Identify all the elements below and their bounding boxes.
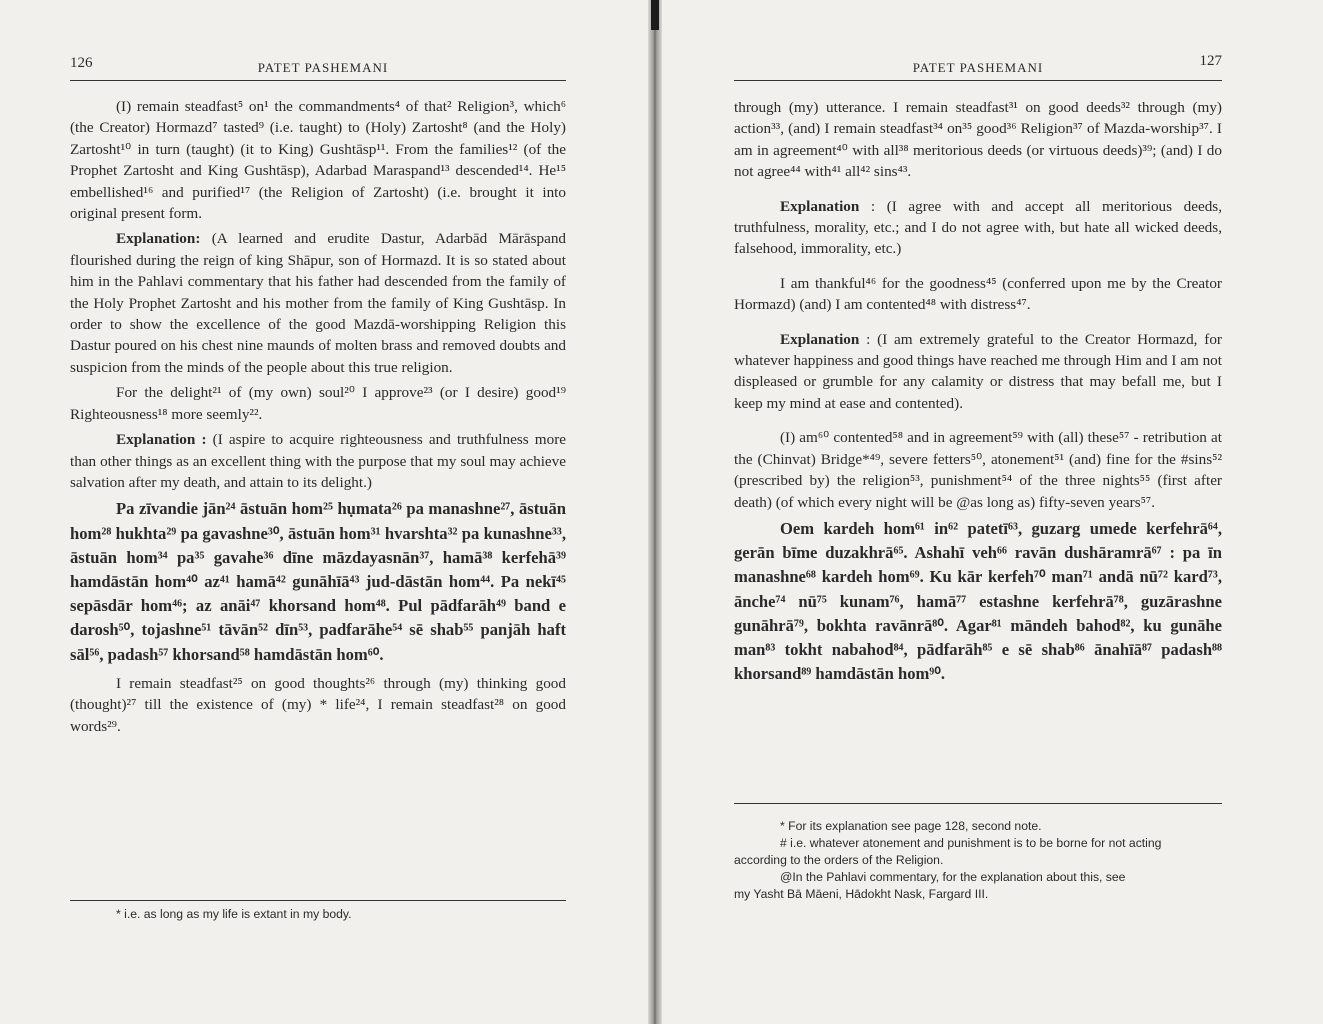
footnote: * i.e. as long as my life is extant in my body.: [116, 907, 352, 921]
page-number: 127: [1199, 53, 1222, 69]
paragraph: I remain steadfast²⁵ on good thoughts²⁶ through (my) thinking good (thought)²⁷ till the existence of (my) * life²⁴, I remain steadfast²⁸ on good words²⁹.: [70, 674, 566, 735]
paragraph-text: (A learned and erudite Dastur, Adarbād Mārāspand flourished during the reign of king Shāpur, son of Hormazd. It is so stated about him in the Pahlavi commentary that his father had descended from the family of the Holy Prophet Zartosht and his mother from the family of King Gushtāsp. In order to show the excellence of the good Mazdā-worshipping Religion this Dastur poured on his chest nine maunds of molten brass and removed doubts and suspicion from the minds of the people about this true religion.: [70, 230, 567, 376]
right-page: [734, 0, 1222, 1024]
transliteration-paragraph: Oem kardeh hom⁶¹ in⁶² patetī⁶³, guzarg umede kerfehrā⁶⁴, gerān bīme duzakhrā⁶⁵. Ashahī veh⁶⁶ ravān dushāramrā⁶⁷ : pa īn manashne⁶⁸ kardeh hom⁶⁹. Ku kār kerfeh⁷⁰ man⁷¹ andā nū⁷² kard⁷³, ānche⁷⁴ nū⁷⁵ kunam⁷⁶, hamā⁷⁷ estashne kerfehrā⁷⁸, guzārashne gunāhrā⁷⁹, bokhta ravānrā⁸⁰. Agar⁸¹ māndeh bahod⁸², ku gunāhe man⁸³ tokht nabahod⁸⁴, pādfarāh⁸⁵ e sē shab⁸⁶ ānahīā⁸⁷ padash⁸⁸ khorsand⁸⁹ hamdāstān hom⁹⁰.: [734, 518, 1222, 684]
explanation-label: Explanation :: [116, 431, 207, 449]
paragraph-text: (I agree with and accept all meritorious deeds, truthfulness, morality, etc.; and I do not agree with, but hate all wicked deeds, falsehood, immorality, etc.): [734, 197, 1222, 258]
footnote-continuation: according to the orders of the Religion.: [734, 853, 944, 867]
paragraph: For the delight²¹ of (my own) soul²⁰ I approve²³ (or I desire) good¹⁹ Righteousness¹⁸ more seemly²².: [70, 384, 566, 423]
gutter-shadow: [651, 0, 659, 30]
left-page-header: [70, 52, 566, 81]
running-head: PATET PASHEMANI: [257, 60, 389, 75]
right-page-body: [734, 97, 1222, 692]
book-gutter: [648, 0, 662, 1024]
paragraph-text: (I aspire to acquire righteousness and truthfulness more than other things as an excellent thing with the purpose that my soul may achieve salvation after my death, and attain to its delight.): [70, 431, 566, 491]
running-head: PATET PASHEMANI: [912, 60, 1044, 75]
explanation-label: Explanation: [780, 330, 860, 348]
footnotes: [734, 818, 1222, 903]
explanation-separator: :: [859, 330, 878, 348]
left-page: [70, 0, 566, 1024]
footnote-rule: [70, 900, 566, 901]
footnote: @In the Pahlavi commentary, for the explanation about this, see: [780, 870, 1126, 884]
footnote-continuation: my Yasht Bā Māeni, Hādokht Nask, Fargard III.: [734, 887, 989, 901]
paragraph: (I) am⁶⁰ contented⁵⁸ and in agreement⁵⁹ with (all) these⁵⁷ - retribution at the (Chinvat) Bridge*⁴⁹, severe fetters⁵⁰, atonement⁵¹ (and) fine for the #sins⁵² (prescribed by) the religion⁵³, punishment⁵⁴ of the three nights⁵⁵ (first after death) (of which every night will be @as long as) fifty-seven years⁵⁷.: [734, 429, 1222, 511]
explanation-separator: :: [859, 197, 887, 215]
paragraph-text: (I am extremely grateful to the Creator Hormazd, for whatever happiness and good things have reached me through Him and I am not displeased or grumble for any calamity or distress that may befall me, but I keep my mind at ease and contented).: [734, 330, 1222, 412]
footnote: * For its explanation see page 128, second note.: [780, 819, 1042, 833]
paragraph: through (my) utterance. I remain steadfast³¹ on good deeds³² through (my) action³³, (and) I remain steadfast³⁴ on³⁵ good³⁶ Religion³⁷ of Mazda-worship³⁷. I am in agreement⁴⁰ with all³⁸ meritorious deeds (or virtuous deeds)³⁹; (and) I do not agree⁴⁴ with⁴¹ all⁴² sins⁴³.: [734, 99, 1222, 181]
explanation-paragraph: [70, 429, 566, 493]
paragraph: (I) remain steadfast⁵ on¹ the commandments⁴ of that² Religion³, which⁶ (the Creator) Hormazd⁷ tasted⁹ (i.e. taught) to (Holy) Zartosht⁸ (and the Holy) Zartosht¹⁰ in turn (taught) (it to King) Gushtāsp¹¹. From the families¹² (of the Prophet Zartosht and King Gushtāsp), Adarbad Maraspand¹³ descended¹⁴. He¹⁵ embellished¹⁶ and purified¹⁷ (the Religion of Zartosht) (i.e. brought it into original present form.: [70, 98, 566, 223]
explanation-label: Explanation:: [116, 230, 201, 248]
explanation-paragraph: [734, 329, 1222, 415]
paragraph: I am thankful⁴⁶ for the goodness⁴⁵ (conferred upon me by the Creator Hormazd) (and) I am contented⁴⁸ with distress⁴⁷.: [734, 274, 1222, 314]
explanation-paragraph: [734, 196, 1222, 260]
right-page-header: [734, 52, 1222, 81]
footnote-rule: [734, 803, 1222, 804]
footnote: # i.e. whatever atonement and punishment is to be borne for not acting: [780, 836, 1162, 850]
explanation-label: Explanation: [780, 197, 860, 215]
transliteration-paragraph: Pa zīvandie jān²⁴ āstuān hom²⁵ hụmata²⁶ pa manashne²⁷, āstuān hom²⁸ hukhta²⁹ pa gavashne³⁰, āstuān hom³¹ hvarshta³² pa kunashne³³, āstuān hom³⁴ pa³⁵ gavahe³⁶ dīne māzdayasnān³⁷, hamā³⁸ kerfehā³⁹ hamdāstān hom⁴⁰ az⁴¹ hamā⁴² gunāhīā⁴³ jud-dāstān hom⁴⁴. Pa nekī⁴⁵ sepāsdār hom⁴⁶; az anāi⁴⁷ khorsand hom⁴⁸. Pul pādfarāh⁴⁹ band e darosh⁵⁰, tojashne⁵¹ tāvān⁵² dīn⁵³, padfarāhe⁵⁴ sē shab⁵⁵ panjāh haft sāl⁵⁶, padash⁵⁷ khorsand⁵⁸ hamdāstān hom⁶⁰.: [70, 499, 566, 664]
explanation-paragraph: [70, 228, 566, 378]
page-number: 126: [70, 55, 93, 71]
left-page-body: [70, 96, 566, 741]
